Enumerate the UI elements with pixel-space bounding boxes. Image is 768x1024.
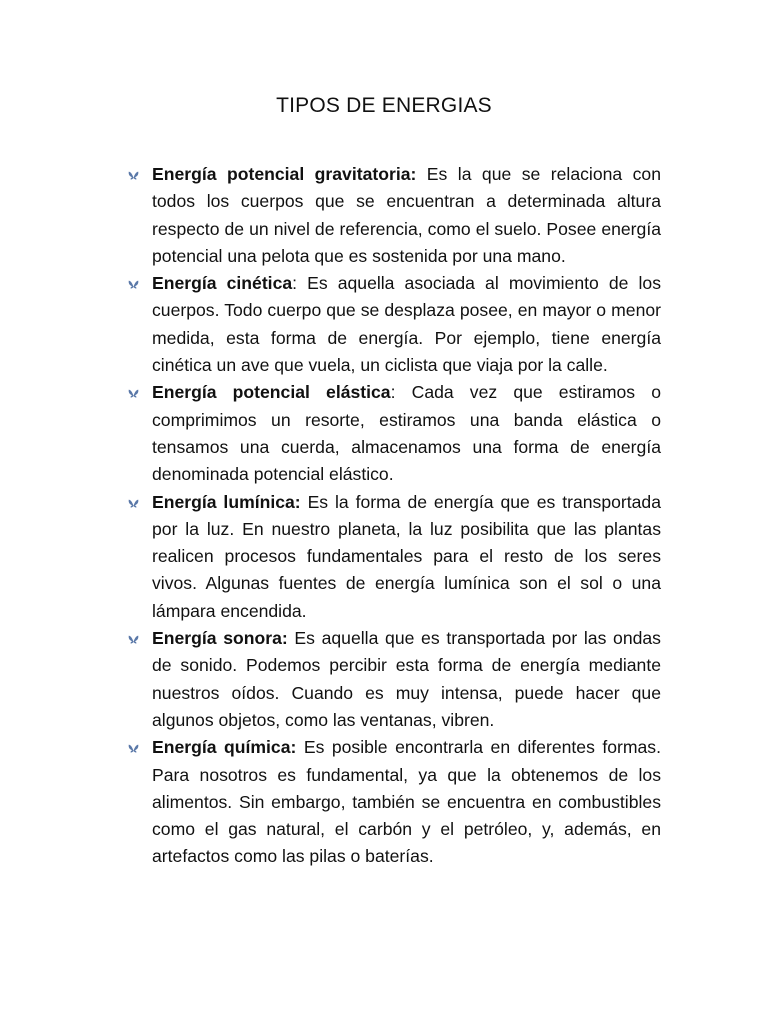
butterfly-bullet-icon — [128, 743, 139, 753]
term-label: Energía potencial elástica — [152, 382, 391, 403]
list-item — [126, 270, 661, 379]
list-item — [126, 734, 661, 870]
term-description: Es la que se relaciona con todos los cuerpos que se encuentran a determinada altura respecto de un nivel de referencia, como el suelo. Posee energía potencial una pelota que es sostenida por una mano. — [152, 164, 661, 266]
term-label: Energía química: — [152, 737, 297, 758]
butterfly-bullet-icon — [128, 634, 139, 644]
term-description: Es aquella que es transportada por las ondas de sonido. Podemos percibir esta forma de energía mediante nuestros oídos. Cuando es muy intensa, puede hacer que algunos objetos, como las ventanas, vibren. — [152, 628, 661, 730]
butterfly-bullet-icon — [128, 279, 139, 289]
butterfly-bullet-icon — [128, 170, 139, 180]
term-label: Energía lumínica: — [152, 491, 301, 512]
list-item — [126, 161, 661, 270]
butterfly-bullet-icon — [128, 498, 139, 508]
butterfly-bullet-icon — [128, 388, 139, 398]
term-label: Energía potencial gravitatoria: — [152, 164, 417, 184]
term-label: Energía cinética — [152, 273, 293, 294]
term-description: Es posible encontrarla en diferentes formas. Para nosotros es fundamental, ya que la obtenemos de los alimentos. Sin embargo, también se encuentra en combustibles como el gas natural, el carbón y el petróleo, y, además, en artefactos como las pilas o baterías. — [152, 737, 661, 867]
list-item — [126, 379, 661, 488]
list-item — [126, 625, 661, 734]
list-item — [126, 489, 661, 625]
term-description: : Cada vez que estiramos o comprimimos un resorte, estiramos una banda elástica o tensamos una cuerda, almacenamos una forma de energía denominada potencial elástico. — [152, 382, 661, 485]
energy-types-list — [126, 161, 661, 871]
term-description: Es la forma de energía que es transportada por la luz. En nuestro planeta, la luz posibilita que las plantas realicen procesos fundamentales para el resto de los seres vivos. Algunas fuentes de energía lumínica son el sol o una lámpara encendida. — [152, 491, 662, 621]
term-description: : Es aquella asociada al movimiento de los cuerpos. Todo cuerpo que se desplaza posee, en mayor o menor medida, esta forma de energía. Por ejemplo, tiene energía cinética un ave que vuela, un ciclista que viaja por la calle. — [152, 273, 661, 376]
page-title: TIPOS DE ENERGIAS — [276, 94, 492, 117]
term-label: Energía sonora: — [152, 628, 288, 649]
